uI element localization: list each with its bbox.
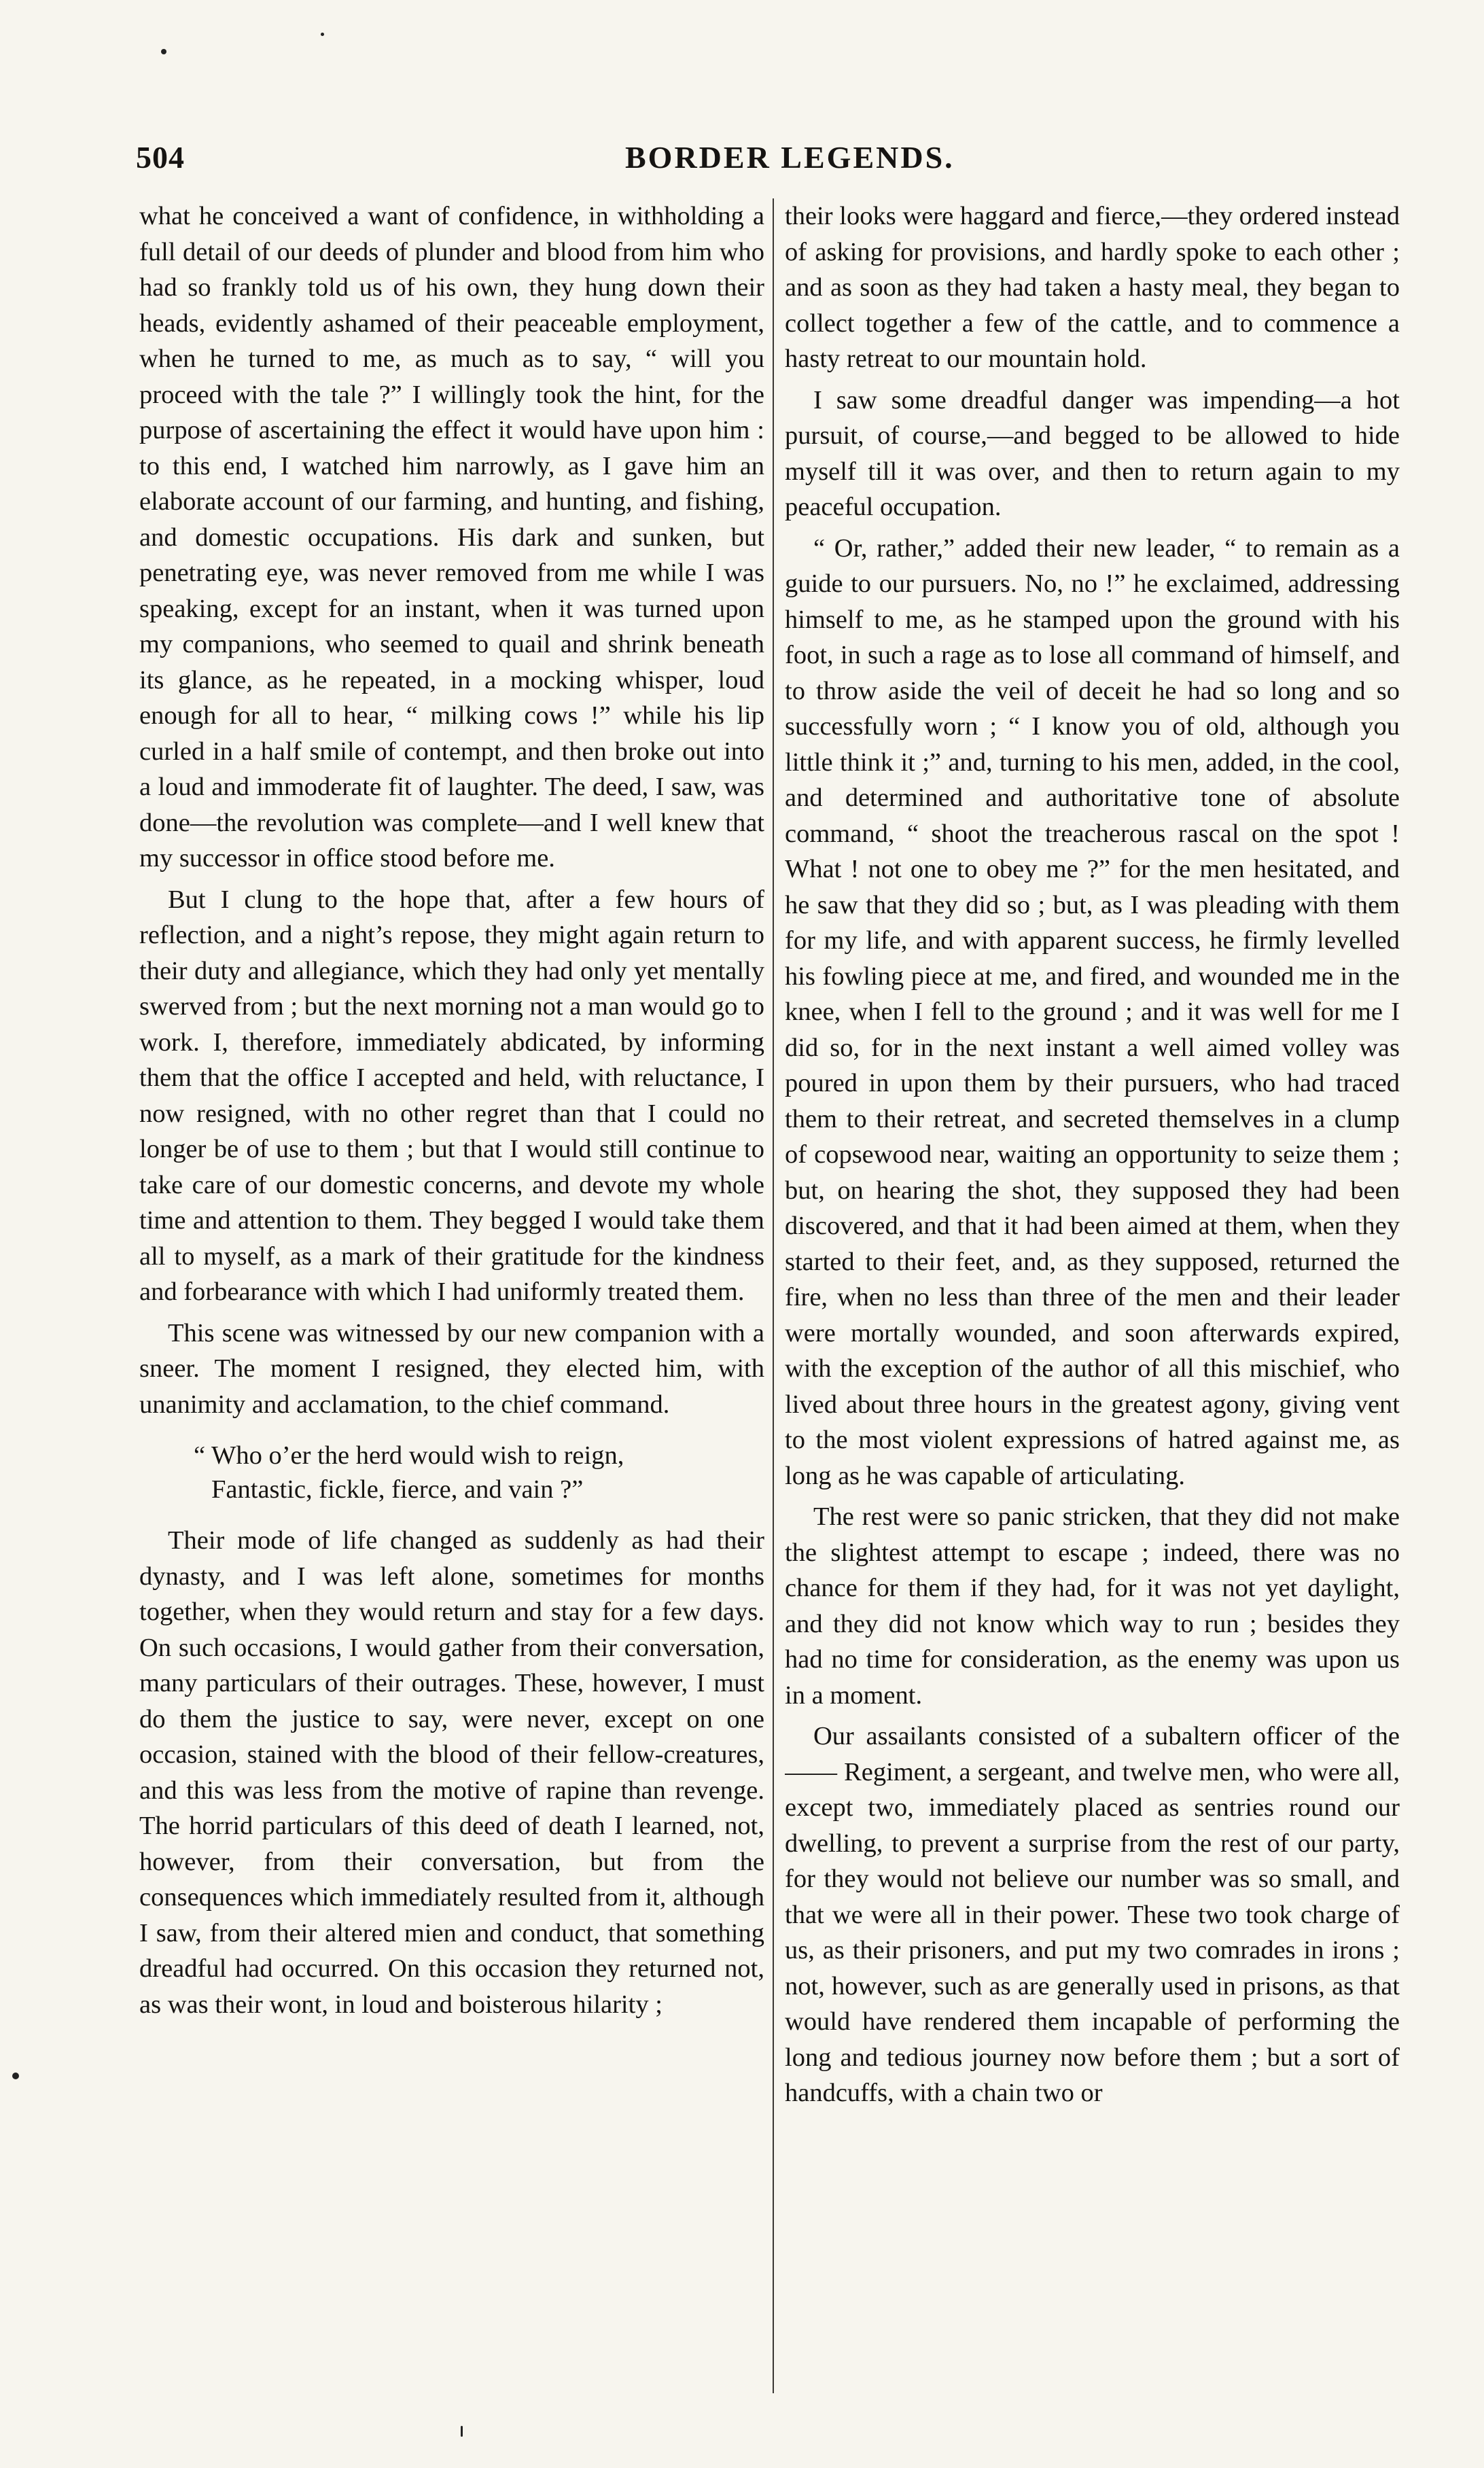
verse-line: Fantastic, fickle, fierce, and vain ?” <box>211 1475 584 1504</box>
page-number: 504 <box>136 140 185 175</box>
running-title: BORDER LEGENDS. <box>625 140 955 175</box>
right-paragraph-1: their looks were haggard and fierce,—they ordered instead of asking for provisions, and hardly spoke to each other ; and as soon as they had taken a hasty meal, they began to collect together a few of the cattle, and to commence a hasty retreat to our mountain hold. <box>785 202 1400 373</box>
left-column <box>139 198 764 2414</box>
left-paragraph-3: This scene was witnessed by our new companion with a sneer. The moment I resigned, they elected him, with unanimity and acclamation, to the chief command. <box>139 1318 764 1419</box>
left-paragraph-4: Their mode of life changed as suddenly as had their dynasty, and I was left alone, sometimes for months together, when they would return and stay for a few days. On such occasions, I would gather from their conversation, many particulars of their outrages. These, however, I must do them the justice to say, were never, except on one occasion, stained with the blood of their fellow-creatures, and this was less from the motive of rapine than revenge. The horrid particulars of this deed of death I learned, not, however, from their conversation, but from the consequences which immediately resulted from it, although I saw, from their altered mien and conduct, that something dreadful had occurred. On this occasion they returned not, as was their wont, in loud and boisterous hilarity ; <box>139 1526 764 2019</box>
right-paragraph-5: Our assailants consisted of a subaltern officer of the —— Regiment, a sergeant, and twelve men, who were all, except two, immediately placed as sentries round our dwelling, to prevent a surprise from the rest of our party, for they would not believe our number was so small, and that we were all in their power. These two took charge of us, as their prisoners, and put my two comrades in irons ; not, however, such as are generally used in prisons, as that would have rendered them incapable of performing the long and tedious journey now before them ; but a sort of handcuffs, with a chain two or <box>785 1722 1400 2107</box>
ink-speck <box>461 2426 463 2437</box>
right-column <box>785 198 1400 2414</box>
ink-speck <box>12 2073 19 2079</box>
left-paragraph-2: But I clung to the hope that, after a few hours of reflection, and a night’s repose, they might again return to their duty and allegiance, which they had only yet mentally swerved from ; but the next morning not a man would go to work. I, therefore, immediately abdicated, by informing them that the office I accepted and held, with reluctance, I now resigned, with no other regret than that I could no longer be of use to them ; but that I would still continue to take care of our domestic concerns, and devote my whole time and attention to them. They begged I would take them all to myself, as a mark of their gratitude for the kindness and forbearance with which I had uniformly treated them. <box>139 885 764 1306</box>
verse-quotation <box>194 1439 764 1506</box>
left-paragraph-1: what he conceived a want of confidence, in withholding a full detail of our deeds of plunder and blood from him who had so frankly told us of his own, they hung down their heads, evidently ashamed of their peaceable employment, when he turned to me, as much as to say, “ will you proceed with the tale ?” I willingly took the hint, for the purpose of ascertaining the effect it would have upon him : to this end, I watched him narrowly, as I gave him an elaborate account of our farming, and hunting, and fishing, and domestic occupations. His dark and sunken, but penetrating eye, was never removed from me while I was speaking, except for an instant, when it was turned upon my companions, who seemed to quail and shrink beneath its glance, as he repeated, in a mocking whisper, loud enough for all to hear, “ milking cows !” while his lip curled in a half smile of contempt, and then broke out into a loud and immoderate fit of laughter. The deed, I saw, was done—the revolution was complete—and I well knew that my successor in office stood before me. <box>139 202 764 872</box>
right-paragraph-2: I saw some dreadful danger was impending—a hot pursuit, of course,—and begged to be allowed to hide myself till it was over, and then to return again to my peaceful occupation. <box>785 385 1400 521</box>
column-divider <box>773 198 774 2393</box>
verse-line: “ Who o’er the herd would wish to reign, <box>194 1441 624 1470</box>
right-paragraph-4: The rest were so panic stricken, that they did not make the slightest attempt to escape ; indeed, there was no chance for them if they had, for it was not yet daylight, and they did not know which way to run ; besides they had no time for consideration, as the enemy was upon us in a moment. <box>785 1502 1400 1710</box>
ink-speck <box>161 49 166 54</box>
ink-speck <box>321 33 324 36</box>
page-header <box>136 139 1400 187</box>
right-paragraph-3: “ Or, rather,” added their new leader, “ to remain as a guide to our pursuers. No, no !” he exclaimed, addressing himself to me, as he stamped upon the ground with his foot, in such a rage as to lose all command of himself, and to throw aside the veil of deceit he had so long and so successfully worn ; “ I know you of old, although you little think it ;” and, turning to his men, added, in the cool, and determined and authoritative tone of absolute command, “ shoot the treacherous rascal on the spot ! What ! not one to obey me ?” for the men hesitated, and he saw that they did so ; but, as I was pleading with them for my life, and with apparent success, he firmly levelled his fowling piece at me, and fired, and wounded me in the knee, when I fell to the ground ; and it was well for me I did so, for in the next instant a well aimed volley was poured in upon them by their pursuers, who had traced them to their retreat, and secreted themselves in a clump of copsewood near, waiting an opportunity to seize them ; but, on hearing the shot, they supposed they had been discovered, and that it had been aimed at them, when they started to their feet, and, as they supposed, returned the fire, when no less than three of the men and their leader were mortally wounded, and soon afterwards expired, with the exception of the author of all this mischief, who lived about three hours in the greatest agony, giving vent to the most violent expressions of hatred against me, as long as he was capable of articulating. <box>785 533 1400 1490</box>
